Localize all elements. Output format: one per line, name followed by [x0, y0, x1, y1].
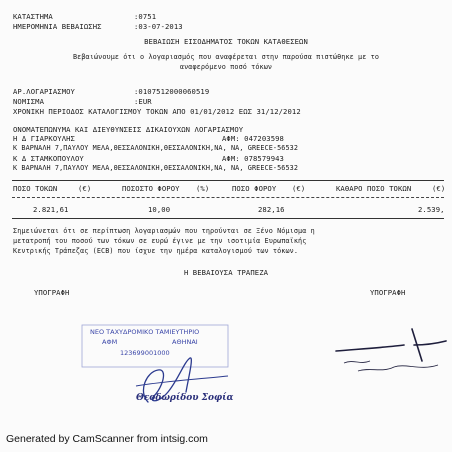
holders-title: ΟΝΟΜΑΤΕΠΩΝΥΜΑ ΚΑΙ ΔΙΕΥΘΥΝΣΕΙΣ ΔΙΚΑΙΟΥΧΩΝ ΛΟΓΑΡΙΑΣΜΟΥ	[13, 125, 244, 134]
col-header-tax-amount-unit: (€)	[292, 184, 306, 193]
stamp-line-2: ΑΦΜ	[102, 338, 118, 346]
stamp-line-1: ΝΕΟ ΤΑΧΥΔΡΟΜΙΚΟ ΤΑΜΙΕΥΤΗΡΙΟ	[90, 328, 200, 336]
date-value: :03-07-2013	[134, 22, 183, 31]
accrual-period: ΧΡΟΝΙΚΗ ΠΕΡΙΟΔΟΣ ΚΑΤΑΛΟΓΙΣΜΟΥ ΤΟΚΩΝ ΑΠΟ 01/01/2012 ΕΩΣ 31/12/2012	[13, 107, 301, 116]
issuing-bank-label: Η ΒΕΒΑΙΟΥΣΑ ΤΡΑΠΕΖΑ	[183, 268, 269, 277]
value-tax-amount: 282,16	[258, 205, 285, 214]
holder-1-afm: ΑΦΜ: 047203598	[222, 134, 284, 143]
note-line-3: Κεντρικής Τράπεζας (ECB) που ίσχυε την ημέρα καταλογισμού των τόκων.	[13, 247, 299, 255]
signature-right-label: ΥΠΟΓΡΑΦΗ	[370, 288, 406, 297]
holder-2-address: Κ ΒΑΡΝΑΛΗ 7,ΠΑΥΛΟΥ ΜΕΛΑ,ΘΕΣΣΑΛΟΝΙΚΗ,ΘΕΣΣΑΛΟΝΙΚΗ,NA, NA, GREECE-56532	[13, 164, 299, 172]
currency-value: :EUR	[134, 97, 152, 106]
scanner-footer: Generated by CamScanner from intsig.com	[6, 433, 208, 445]
value-tax-rate: 10,00	[148, 205, 171, 214]
right-signature-scribble	[330, 323, 450, 383]
holder-2-afm: ΑΦΜ: 078579943	[222, 154, 284, 163]
note-line-1: Σημειώνεται ότι σε περίπτωση λογαριασμών που τηρούνται σε Ξένο Νόμισμα η	[13, 227, 315, 235]
signer-name: Θεοδωρίδου Σοφία	[136, 393, 234, 403]
account-number-value: :0107512000060519	[134, 87, 210, 96]
note-line-2: μετατροπή του ποσού των τόκων σε ευρώ έγινε με την ισοτιμία Ευρωπαϊκής	[13, 237, 307, 245]
intro-line-1: Βεβαιώνουμε ότι ο λογαριασμός που αναφέρεται στην παρούσα πιστώθηκε με το	[72, 53, 380, 61]
stamp-line-4: 123699001000	[120, 349, 170, 357]
holder-1-name: Η Δ ΓΙΑΡΚΟΥΛΗΣ	[13, 134, 75, 143]
holder-2-name: Κ Δ ΣΤΑΜΚΟΠΟΥΛΟΥ	[13, 154, 84, 163]
value-net-interest: 2.539,	[418, 205, 445, 214]
currency-label: ΝΟΜΙΣΜΑ	[13, 97, 44, 106]
col-header-tax-rate-unit: (%)	[196, 184, 210, 193]
table-mid-rule	[12, 197, 444, 198]
col-header-tax-rate: ΠΟΣΟΣΤΟ ΦΟΡΟΥ	[122, 184, 180, 193]
table-top-rule	[12, 180, 444, 181]
col-header-tax-amount: ΠΟΣΟ ΦΟΡΟΥ	[232, 184, 277, 193]
intro-line-2: αναφερόμενο ποσό τόκων	[179, 63, 273, 71]
date-label: ΗΜΕΡΟΜΗΝΙΑ ΒΕΒΑΙΩΣΗΣ	[13, 22, 102, 31]
store-label: ΚΑΤΑΣΤΗΜΑ	[13, 12, 53, 21]
document-title: ΒΕΒΑΙΩΣΗ ΕΙΣΟΔΗΜΑΤΟΣ ΤΟΚΩΝ ΚΑΤΑΘΕΣΕΩΝ	[144, 37, 308, 46]
col-header-net-interest: ΚΑΘΑΡΟ ΠΟΣΟ ΤΟΚΩΝ	[336, 184, 412, 193]
col-header-interest-unit: (€)	[78, 184, 92, 193]
col-header-interest: ΠΟΣΟ ΤΟΚΩΝ	[13, 184, 58, 193]
stamp-line-3: ΑΘΗΝΑΙ	[172, 338, 198, 346]
value-interest: 2.821,61	[33, 205, 69, 214]
signature-left-label: ΥΠΟΓΡΑΦΗ	[34, 288, 70, 297]
store-value: :0751	[134, 12, 157, 21]
holder-1-address: Κ ΒΑΡΝΑΛΗ 7,ΠΑΥΛΟΥ ΜΕΛΑ,ΘΕΣΣΑΛΟΝΙΚΗ,ΘΕΣΣΑΛΟΝΙΚΗ,NA, NA, GREECE-56532	[13, 144, 299, 152]
table-bottom-rule	[12, 218, 444, 219]
account-number-label: ΑΡ.ΛΟΓΑΡΙΑΣΜΟΥ	[13, 87, 75, 96]
col-header-net-interest-unit: (€)	[432, 184, 446, 193]
